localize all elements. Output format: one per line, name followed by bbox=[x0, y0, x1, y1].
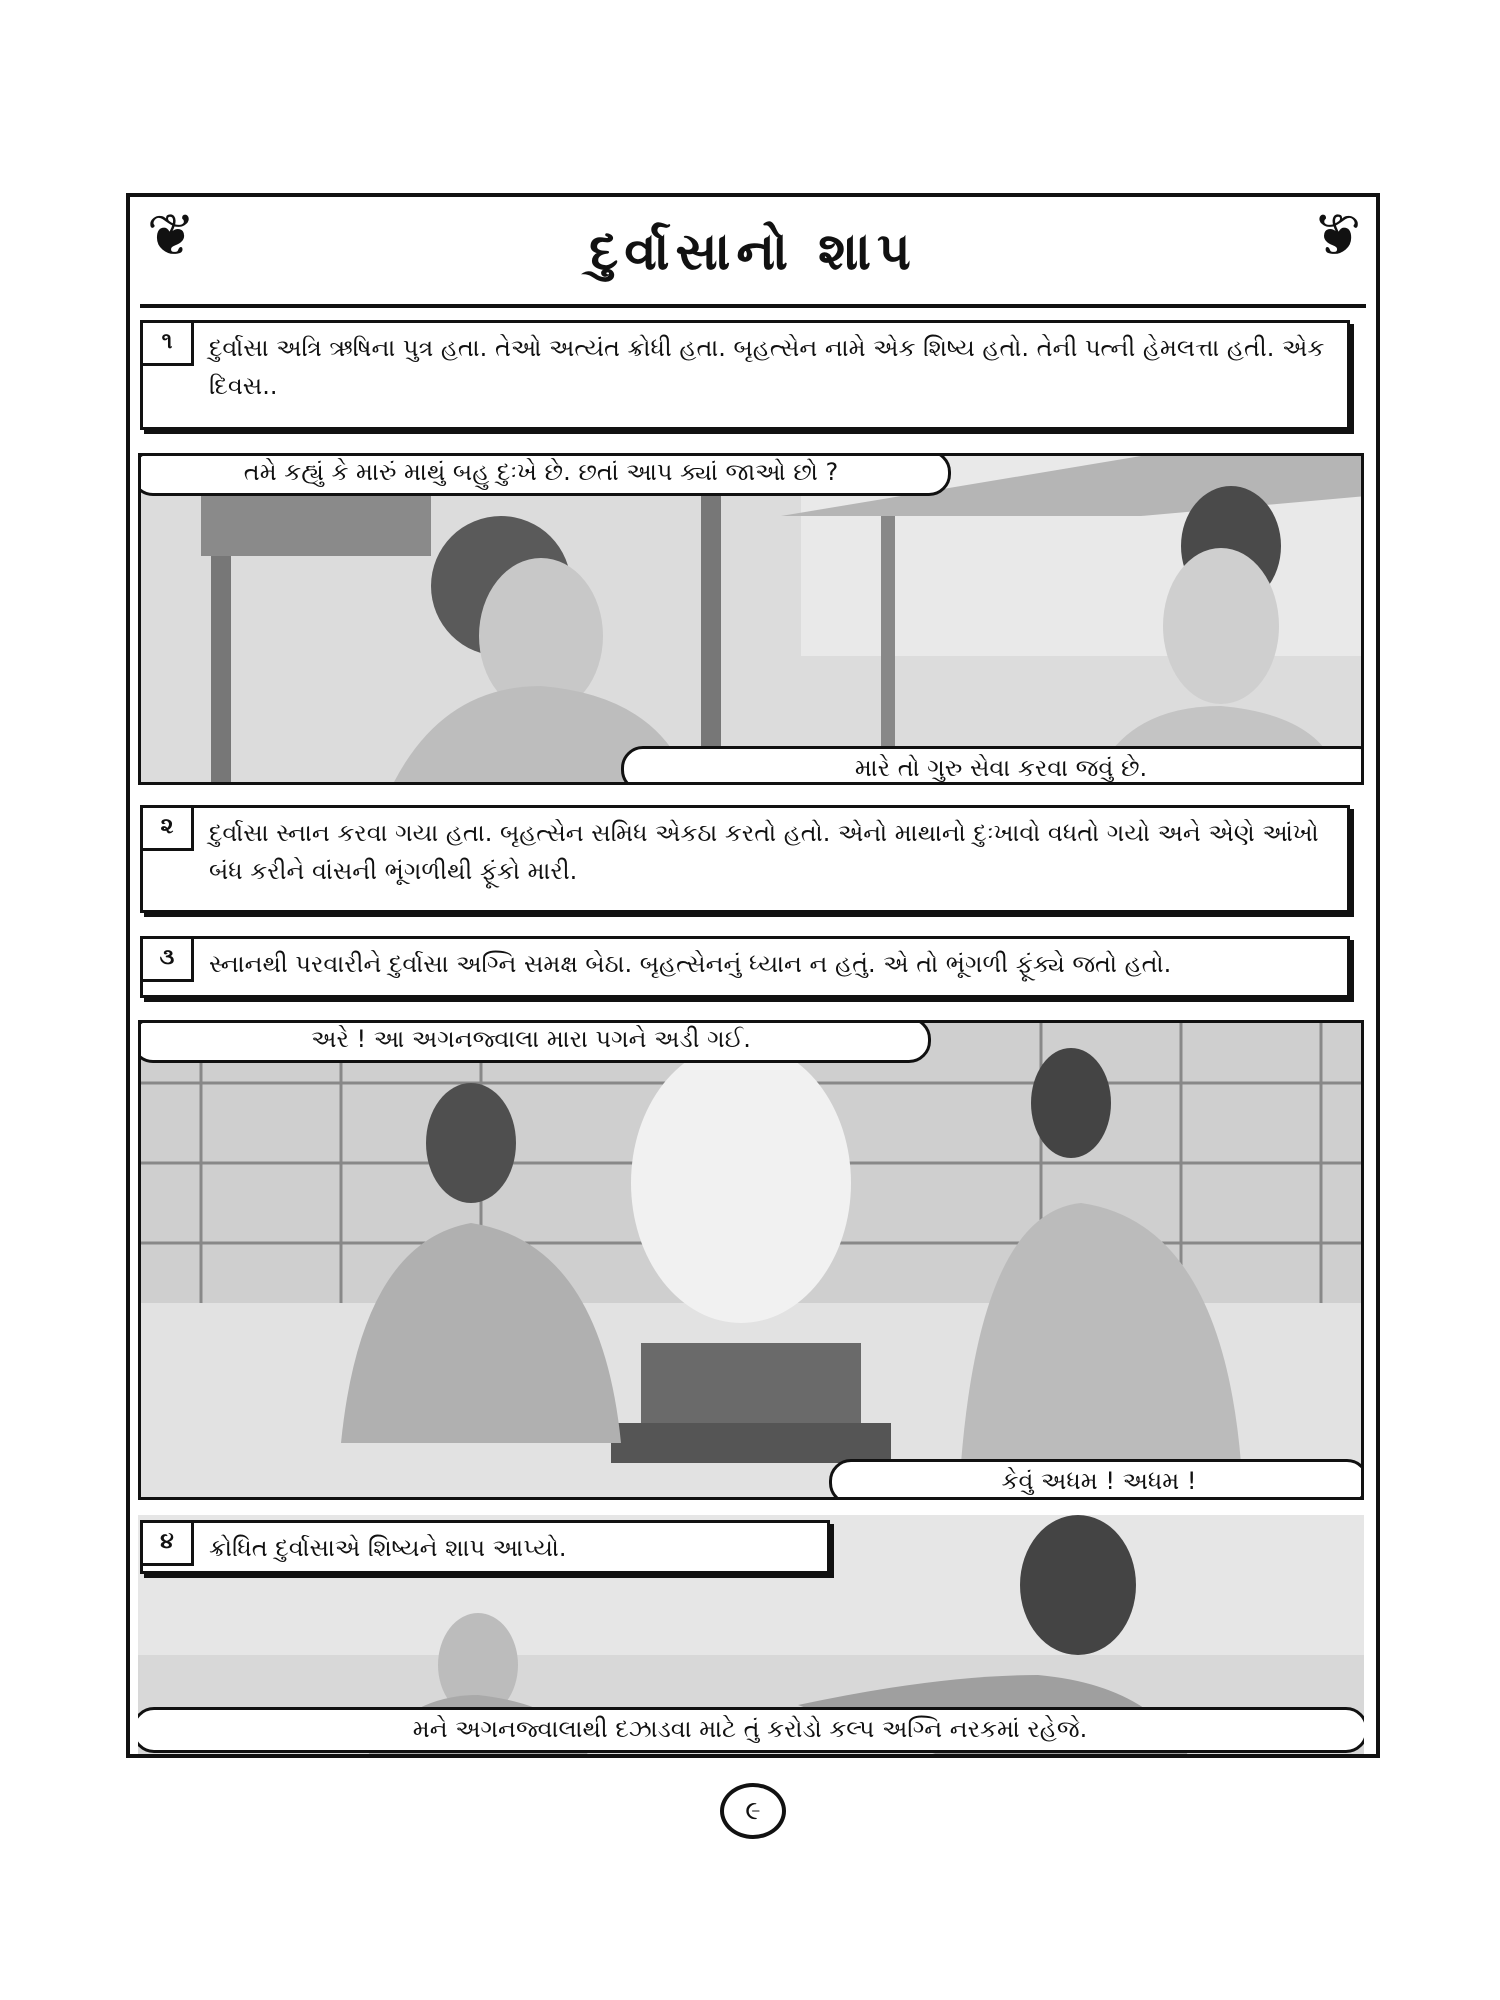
speech-bubble-wife: તમે કહ્યું કે મારું માથું બહુ દુઃખે છે. છતાં આપ ક્યાં જાઓ છો ? bbox=[138, 453, 951, 496]
title-banner bbox=[140, 200, 1366, 308]
caption-text: દુર્વાસા સ્નાન કરવા ગયા હતા. બૃહત્સેન સમિધ એકઠા કરતો હતો. એનો માથાનો દુઃખાવો વધતો ગયો અને એણે આંખો બંધ કરીને વાંસની ભૂંગળીથી ફૂંકો મારી. bbox=[209, 819, 1319, 885]
floral-corner-icon: ❦ bbox=[1312, 201, 1362, 269]
caption-4 bbox=[140, 1520, 830, 1574]
speech-bubble-disciple: કેવું અધમ ! અધમ ! bbox=[829, 1459, 1364, 1500]
speech-bubble-durvasa: અરે ! આ અગનજ્વાલા મારા પગને અડી ગઈ. bbox=[138, 1020, 931, 1063]
panel-1-illustration bbox=[138, 453, 1364, 785]
caption-number: ૨ bbox=[143, 808, 194, 851]
page-title: દુર્વાસાનો શાપ bbox=[589, 221, 917, 282]
caption-number: ૪ bbox=[143, 1523, 194, 1566]
speech-bubble-disciple: મારે તો ગુરુ સેવા કરવા જવું છે. bbox=[621, 746, 1364, 785]
caption-number: ૧ bbox=[143, 323, 194, 366]
floral-corner-icon: ❦ bbox=[146, 201, 196, 269]
panel-3-illustration bbox=[138, 1020, 1364, 1500]
caption-2 bbox=[140, 805, 1350, 913]
caption-1 bbox=[140, 320, 1350, 430]
caption-number: ૩ bbox=[143, 939, 194, 982]
caption-text: દુર્વાસા અત્રિ ઋષિના પુત્ર હતા. તેઓ અત્યંત ક્રોધી હતા. બૃહત્સેન નામે એક શિષ્ય હતો. તેની પત્ની હેમલત્તા હતી. એક દિવસ.. bbox=[209, 334, 1325, 400]
caption-text: સ્નાનથી પરવારીને દુર્વાસા અગ્નિ સમક્ષ બેઠા. બૃહત્સેનનું ધ્યાન ન હતું. એ તો ભૂંગળી ફૂંક્યે જતો હતો. bbox=[209, 950, 1172, 978]
panel-1-drawing bbox=[141, 456, 1364, 785]
page-number: ૯ bbox=[720, 1783, 786, 1839]
caption-text: ક્રોધિત દુર્વાસાએ શિષ્યને શાપ આપ્યો. bbox=[209, 1534, 567, 1562]
caption-3 bbox=[140, 936, 1350, 998]
panel-3-drawing bbox=[141, 1023, 1364, 1500]
speech-bubble-durvasa: મને અગનજ્વાલાથી દઝાડવા માટે તું કરોડો કલ્પ અગ્નિ નરકમાં રહેજે. bbox=[138, 1707, 1364, 1753]
